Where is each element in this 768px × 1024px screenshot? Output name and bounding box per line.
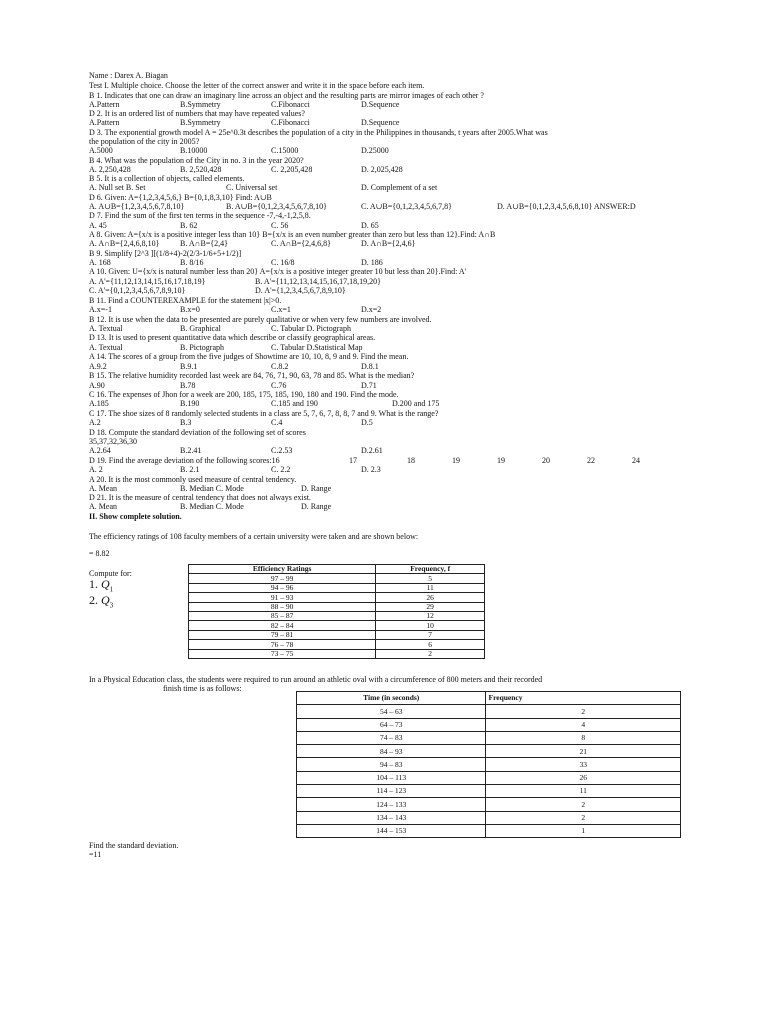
interval-cell: 114 – 123: [297, 785, 486, 798]
frequency-cell: 29: [376, 602, 485, 611]
option: B.x=0: [180, 305, 200, 314]
table-row: [297, 758, 681, 771]
interval-cell: 84 – 93: [297, 745, 486, 758]
option: D.71: [361, 381, 377, 390]
interval-cell: 85 – 87: [189, 611, 376, 620]
score: 20: [542, 456, 550, 465]
option: B.3: [180, 418, 192, 427]
interval-cell: 54 – 63: [297, 705, 486, 718]
frequency-cell: 2: [376, 649, 485, 658]
option: A. A∩B={2,4,6,8,10}: [89, 239, 160, 248]
option: B. 62: [180, 221, 198, 230]
option: C. 2,205,428: [271, 165, 313, 174]
option: A.Pattern: [89, 100, 120, 109]
pe-text: In a Physical Education class, the students were required to run around an athletic oval with a circumference of 800 meters and their recorded: [89, 675, 543, 684]
frequency-cell: 2: [486, 811, 681, 824]
option: C. Tabular D.Statistical Map: [271, 343, 363, 352]
option: A.5000: [89, 146, 113, 155]
option: B.190: [180, 399, 200, 408]
frequency-cell: 26: [376, 593, 485, 602]
frequency-cell: 10: [376, 621, 485, 630]
frequency-cell: 4: [486, 718, 681, 731]
option: B. 8/16: [180, 258, 204, 267]
question-16: C 16. The expenses of Jhon for a week are 200, 185, 175, 185, 190, 180 and 190. Find the mode.: [89, 390, 399, 399]
option: C.15000: [271, 146, 299, 155]
question-3: D 3. The exponential growth model A = 25e^0.3t describes the population of a city in the Philippines in thousands, t years after 2005.What was: [89, 128, 548, 137]
table-row: [297, 705, 681, 718]
table-row: [189, 574, 485, 583]
option: A. Mean: [89, 484, 117, 493]
question-18-scores: 35,37,32,36,30: [89, 437, 137, 446]
question-2: D 2. It is an ordered list of numbers that may have repeated values?: [89, 109, 305, 118]
q-subscript: 3: [109, 601, 114, 610]
option: A. Textual: [89, 324, 123, 333]
frequency-cell: 33: [486, 758, 681, 771]
question-13: D 13. It is used to present quantitative data which describe or classify geographical areas.: [89, 333, 376, 342]
table-header-row: [297, 692, 681, 705]
option: D.Sequence: [361, 118, 400, 127]
score: 24: [632, 456, 640, 465]
frequency-cell: 11: [376, 583, 485, 592]
frequency-cell: 12: [376, 611, 485, 620]
question-8: A 8. Given: A={x/x is a positive integer less than 10} B={x/x is an even number greater than zero but less than 12}.Find: A∩B: [89, 230, 496, 239]
question-1: B 1. Indicates that one can draw an imaginary line across an object and the resulting parts are mirror images of each other ?: [89, 91, 484, 100]
option: B. A∪B={0,1,2,3,4,5,6,7,8,10}: [226, 202, 327, 211]
option: A.9.2: [89, 362, 107, 371]
option: D. 2.3: [361, 465, 381, 474]
table-row: [189, 602, 485, 611]
option: D. A∪B={0,1,2,3,4,5,6,8,10} ANSWER:D: [497, 202, 636, 211]
question-7: D 7. Find the sum of the first ten terms in the sequence -7,-4,-1,2,5,8.: [89, 211, 311, 220]
option: C. 56: [271, 221, 289, 230]
sd-answer: =11: [89, 850, 102, 859]
table-row: [297, 731, 681, 744]
frequency-cell: 26: [486, 771, 681, 784]
question-21: D 21. It is the measure of central tendency that does not always exist.: [89, 493, 311, 502]
question-19-stem: D 19. Find the average deviation of the following scores:16: [89, 456, 280, 465]
option: D.x=2: [361, 305, 382, 314]
option: A. A∪B={1,2,3,4,5,6,7,8,10}: [89, 202, 185, 211]
question-3-cont: the population of the city in 2005?: [89, 137, 200, 146]
answer-value: = 8.82: [89, 549, 110, 558]
option: D.200 and 175: [392, 399, 440, 408]
option: A.90: [89, 381, 105, 390]
frequency-cell: 6: [376, 640, 485, 649]
question-6: D 6. Given: A={1,2,3,4,5,6,} B={0,1,8,3,10} Find: A∪B: [89, 193, 272, 202]
column-header: Frequency, f: [376, 565, 485, 574]
table-row: [189, 649, 485, 658]
option: A. 168: [89, 258, 111, 267]
option: B. 2,520,428: [180, 165, 222, 174]
question-9: B 9. Simplify [2^3 ][(1/8+4)-2(2/3-1/6+5+1/2)]: [89, 249, 242, 258]
table-row: [189, 621, 485, 630]
interval-cell: 94 – 96: [189, 583, 376, 592]
student-name: Name : Darex A. Biagan: [89, 71, 168, 80]
option: B.9.1: [180, 362, 198, 371]
option: A.2: [89, 418, 101, 427]
frequency-cell: 1: [486, 824, 681, 837]
question-10: A 10. Given: U={x/x is natural number less than 20} A={x/x is a positive integer greater 10 but less than 20}.Find: A': [89, 267, 467, 276]
option: B. Median C. Mode: [180, 502, 244, 511]
option: A. Textual: [89, 343, 123, 352]
q-subscript: 1: [109, 585, 114, 594]
option: D.25000: [361, 146, 389, 155]
option: C.4: [271, 418, 283, 427]
option: C.8.2: [271, 362, 289, 371]
score: 22: [587, 456, 595, 465]
option: C.185 and 190: [271, 399, 318, 408]
option: A. 45: [89, 221, 107, 230]
question-20: A 20. It is the most commonly used measure of central tendency.: [89, 475, 297, 484]
interval-cell: 82 – 84: [189, 621, 376, 630]
test-instructions: Test I. Multiple choice. Choose the letter of the correct answer and write it in the space before each item.: [89, 81, 425, 90]
question-19: [89, 457, 689, 466]
sd-prompt: Find the standard deviation.: [89, 841, 179, 850]
q-symbol: Q: [101, 593, 110, 607]
score: 19: [497, 456, 505, 465]
option: C.Fibonacci: [271, 118, 310, 127]
option: A.2.64: [89, 446, 111, 455]
question-18: D 18. Compute the standard deviation of the following set of scores: [89, 428, 306, 437]
option: D. Complement of a set: [361, 183, 438, 192]
option: A. 2,250,428: [89, 165, 131, 174]
option: C. A∩B={2,4,6,8}: [271, 239, 331, 248]
option: C. Universal set: [226, 183, 278, 192]
interval-cell: 104 – 113: [297, 771, 486, 784]
question-14: A 14. The scores of a group from the five judges of Showtime are 10, 10, 8, 9 and 9. Find the mean.: [89, 352, 409, 361]
item-q3: 2. $Q_3$: [89, 593, 114, 610]
option: B.2.41: [180, 446, 202, 455]
option: C.2.53: [271, 446, 293, 455]
table-row: [189, 611, 485, 620]
frequency-cell: 21: [486, 745, 681, 758]
table-row: [189, 583, 485, 592]
option: B.Symmetry: [180, 118, 221, 127]
option: D.5: [361, 418, 373, 427]
option: C. 16/8: [271, 258, 295, 267]
option: A.185: [89, 399, 109, 408]
option: B. Median C. Mode: [180, 484, 244, 493]
option: B.Symmetry: [180, 100, 221, 109]
column-header: Time (in seconds): [297, 692, 486, 705]
score: 19: [452, 456, 460, 465]
table-row: [297, 771, 681, 784]
table-row: [297, 798, 681, 811]
interval-cell: 76 – 78: [189, 640, 376, 649]
table-row: [297, 718, 681, 731]
option: C.Fibonacci: [271, 100, 310, 109]
interval-cell: 64 – 73: [297, 718, 486, 731]
option: D. A'={1,2,3,4,5,6,7,8,9,10}: [255, 286, 346, 295]
option: C. Tabular D. Pictograph: [271, 324, 351, 333]
option: D. 2,025,428: [361, 165, 403, 174]
option: A. 2: [89, 465, 103, 474]
part-2-intro: The efficiency ratings of 108 faculty members of a certain university were taken and are shown below:: [89, 532, 419, 541]
option: B. 2.1: [180, 465, 200, 474]
option: B. Graphical: [180, 324, 221, 333]
table-row: [297, 785, 681, 798]
score: 18: [407, 456, 415, 465]
frequency-cell: 2: [486, 798, 681, 811]
option: D. Range: [301, 502, 332, 511]
option: D. 65: [361, 221, 379, 230]
interval-cell: 88 – 90: [189, 602, 376, 611]
option: A. Null set B. Set: [89, 183, 146, 192]
option: D. Range: [301, 484, 332, 493]
option: C.x=1: [271, 305, 291, 314]
table-row: [189, 640, 485, 649]
part-2-heading: II. Show complete solution.: [89, 512, 182, 521]
option: A. Mean: [89, 502, 117, 511]
question-5: B 5. It is a collection of objects, called elements.: [89, 174, 245, 183]
question-15: B 15. The relative humidity recorded last week are 84, 76, 71, 90, 63, 78 and 85. What is the median?: [89, 371, 415, 380]
option: C. A'={0,1,2,3,4,5,6,7,8,9,10}: [89, 286, 186, 295]
interval-cell: 91 – 93: [189, 593, 376, 602]
option: C. 2.2: [271, 465, 291, 474]
table-row: [297, 811, 681, 824]
interval-cell: 124 – 133: [297, 798, 486, 811]
option: B. A'={11,12,13,14,15,16,17,18,19,20}: [255, 277, 382, 286]
frequency-cell: 7: [376, 630, 485, 639]
option: C.76: [271, 381, 287, 390]
table-row: [189, 593, 485, 602]
option: B. A∩B={2,4}: [180, 239, 228, 248]
option: A.x=-1: [89, 305, 112, 314]
question-11: B 11. Find a COUNTEREXAMPLE for the statement |x|>0.: [89, 296, 282, 305]
question-17: C 17. The shoe sizes of 8 randomly selected students in a class are 5, 7, 6, 7, 8, 8, 7 and 9. What is the range?: [89, 409, 439, 418]
question-4: B 4. What was the population of the City in no. 3 in the year 2020?: [89, 156, 304, 165]
efficiency-ratings-table: [188, 564, 485, 659]
interval-cell: 94 – 83: [297, 758, 486, 771]
interval-cell: 79 – 81: [189, 630, 376, 639]
interval-cell: 97 – 99: [189, 574, 376, 583]
option: B.78: [180, 381, 196, 390]
option: A. A'={11,12,13,14,15,16,17,18,19}: [89, 277, 206, 286]
option: D.2.61: [361, 446, 383, 455]
frequency-cell: 5: [376, 574, 485, 583]
table-row: [189, 630, 485, 639]
option: D.8.1: [361, 362, 379, 371]
frequency-cell: 8: [486, 731, 681, 744]
pe-text-cont: finish time is as follows:: [163, 684, 242, 693]
interval-cell: 134 – 143: [297, 811, 486, 824]
frequency-cell: 2: [486, 705, 681, 718]
q-symbol: Q: [101, 577, 110, 591]
option: C. A∪B={0,1,2,3,4,5,6,7,8}: [361, 202, 452, 211]
item-q1: 1. $Q_1$: [89, 577, 114, 594]
option: D.Sequence: [361, 100, 400, 109]
score: 17: [349, 456, 357, 465]
interval-cell: 144 – 153: [297, 824, 486, 837]
column-header: Frequency: [486, 692, 681, 705]
column-header: Efficiency Ratings: [189, 565, 376, 574]
table-row: [297, 824, 681, 837]
option: D. A∩B={2,4,6}: [361, 239, 416, 248]
table-row: [297, 745, 681, 758]
interval-cell: 73 – 75: [189, 649, 376, 658]
table-header-row: [189, 565, 485, 574]
compute-for-label: Compute for:: [89, 569, 132, 578]
finish-time-table: [296, 691, 681, 838]
frequency-cell: 11: [486, 785, 681, 798]
option: B. Pictograph: [180, 343, 224, 352]
option: B.10000: [180, 146, 208, 155]
option: D. 186: [361, 258, 383, 267]
option: A.Pattern: [89, 118, 120, 127]
interval-cell: 74 – 83: [297, 731, 486, 744]
question-12: B 12. It is use when the data to be presented are purely qualitative or when very few numbers are involved.: [89, 315, 432, 324]
